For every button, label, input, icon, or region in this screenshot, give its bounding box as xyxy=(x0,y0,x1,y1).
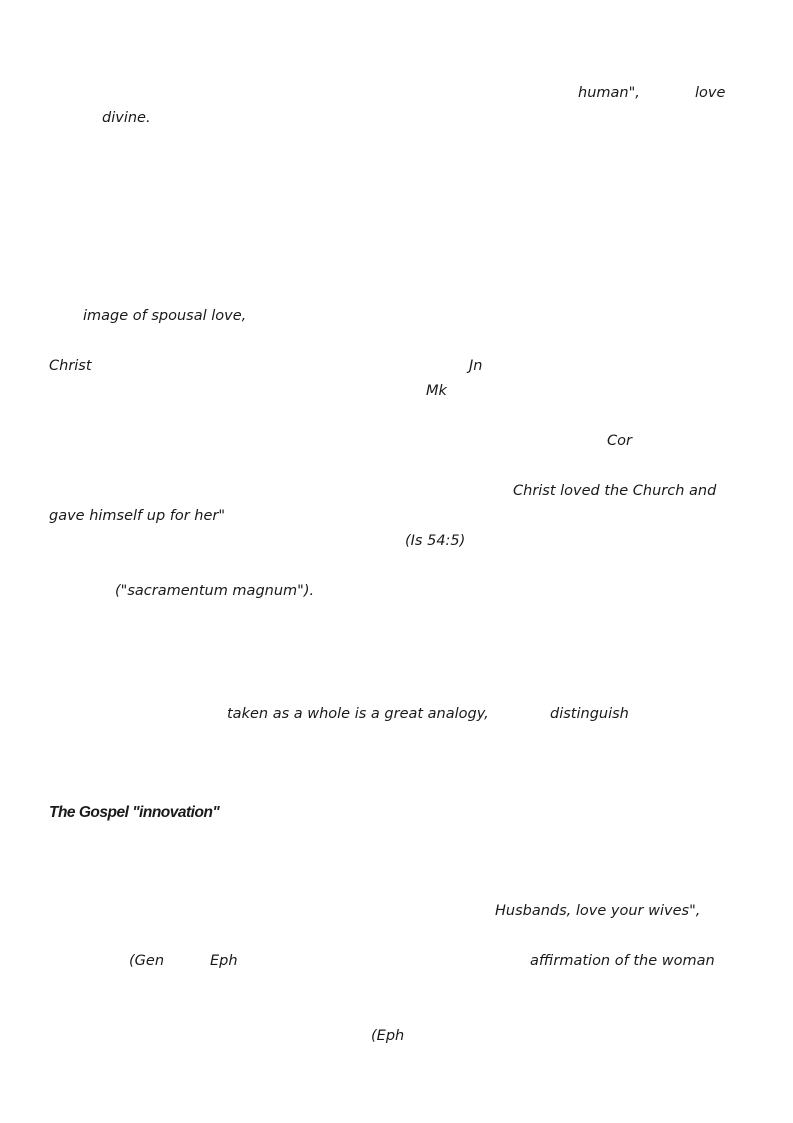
text-fragment-husbands-love: Husbands, love your wives", xyxy=(495,903,701,919)
text-fragment-cor: Cor xyxy=(607,433,632,449)
section-heading: The Gospel "innovation" xyxy=(49,804,220,821)
text-fragment-human: human", xyxy=(578,85,640,101)
text-fragment-love: love xyxy=(695,85,726,101)
text-fragment-taken-as-whole: taken as a whole is a great analogy, xyxy=(227,706,489,722)
text-fragment-gave-himself-up: gave himself up for her" xyxy=(49,508,226,524)
text-fragment-eph-reference: (Eph xyxy=(371,1028,405,1044)
text-fragment-jn: Jn xyxy=(469,358,483,374)
text-fragment-gen: (Gen xyxy=(129,953,165,969)
text-fragment-christ: Christ xyxy=(49,358,92,374)
text-fragment-affirmation: affirmation of the woman xyxy=(530,953,715,969)
text-fragment-mk: Mk xyxy=(426,383,447,399)
text-fragment-sacramentum-magnum: ("sacramentum magnum"). xyxy=(115,583,315,599)
text-fragment-divine: divine. xyxy=(102,110,151,126)
text-fragment-is-54-5: (Is 54:5) xyxy=(405,533,466,549)
text-fragment-eph: Eph xyxy=(210,953,238,969)
text-fragment-christ-loved-church: Christ loved the Church and xyxy=(513,483,717,499)
text-fragment-distinguish: distinguish xyxy=(550,706,629,722)
text-fragment-image-of-spousal-love: image of spousal love, xyxy=(83,308,247,324)
